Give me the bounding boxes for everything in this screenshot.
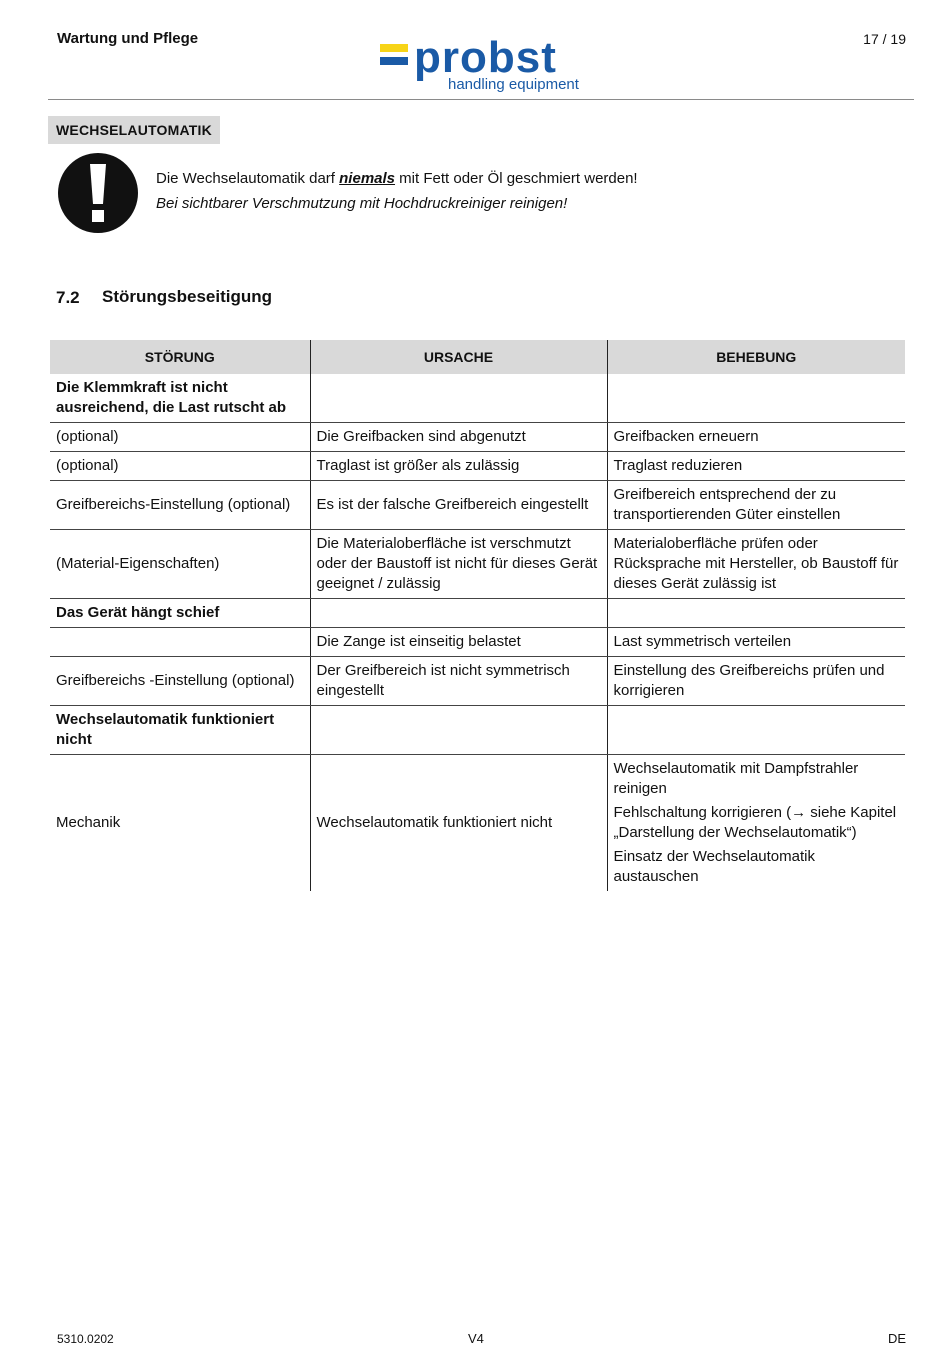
logo-yellow-bar (380, 44, 408, 52)
document-version: V4 (468, 1331, 484, 1346)
cell-behebung (607, 755, 905, 892)
cell-ursache: Die Greifbacken sind abgenutzt (310, 423, 607, 452)
cell-stoerung: Mechanik (50, 755, 310, 892)
behebung-item: Last symmetrisch verteilen (613, 633, 792, 650)
notice-text-line2: Bei sichtbarer Verschmutzung mit Hochdruckreiniger reinigen! (156, 195, 568, 212)
cell-stoerung: Das Gerät hängt schief (50, 599, 310, 628)
troubleshooting-table (50, 340, 905, 891)
cell-ursache: Wechselautomatik funktioniert nicht (310, 755, 607, 892)
notice-emphasis: niemals (339, 170, 396, 187)
cell-stoerung: Die Klemmkraft ist nicht ausreichend, die Last rutscht ab (50, 374, 310, 423)
cell-ursache (310, 374, 607, 423)
page-number: 17 / 19 (863, 31, 906, 47)
document-language: DE (887, 1331, 906, 1346)
table-header-row (50, 340, 905, 374)
cell-behebung (607, 452, 905, 481)
table-row (50, 423, 905, 452)
behebung-item: Wechselautomatik mit Dampfstrahler reinigen (613, 760, 859, 797)
table-group-row (50, 599, 905, 628)
behebung-item: Greifbereich entsprechend der zu transportierenden Güter einstellen (613, 486, 841, 523)
behebung-item: Fehlschaltung korrigieren (→ siehe Kapitel „Darstellung der Wechselautomatik“) (613, 804, 897, 841)
cell-ursache (310, 706, 607, 755)
cell-stoerung: (optional) (50, 452, 310, 481)
table-row (50, 481, 905, 530)
cell-ursache: Es ist der falsche Greifbereich eingestellt (310, 481, 607, 530)
section-number: 7.2 (56, 288, 80, 307)
cell-behebung (607, 657, 905, 706)
column-header-ursache: URSACHE (310, 340, 607, 374)
table-row (50, 755, 905, 892)
document-number: 5310.0202 (57, 1332, 114, 1346)
header-divider (48, 99, 914, 100)
column-header-stoerung: STÖRUNG (50, 340, 310, 374)
table-row (50, 657, 905, 706)
cell-stoerung: Greifbereichs-Einstellung (optional) (50, 481, 310, 530)
chapter-title: Wartung und Pflege (57, 30, 199, 47)
cell-ursache: Die Zange ist einseitig belastet (310, 628, 607, 657)
cell-behebung (607, 530, 905, 599)
cell-behebung (607, 628, 905, 657)
cell-behebung (607, 423, 905, 452)
cell-ursache: Die Materialoberfläche ist verschmutzt oder der Baustoff ist nicht für dieses Gerät geeignet / zulässig (310, 530, 607, 599)
exclamation-icon (57, 152, 139, 234)
behebung-item: Greifbacken erneuern (613, 428, 759, 445)
behebung-item: Traglast reduzieren (613, 457, 743, 474)
cell-behebung (607, 374, 905, 423)
cell-stoerung: (optional) (50, 423, 310, 452)
notice-text-line1: Die Wechselautomatik darf niemals mit Fett oder Öl geschmiert werden! (156, 170, 638, 187)
cell-behebung (607, 706, 905, 755)
probst-logo (378, 36, 598, 96)
logo-tagline: handling equipment (448, 76, 579, 93)
table-group-row (50, 374, 905, 423)
cell-ursache: Der Greifbereich ist nicht symmetrisch eingestellt (310, 657, 607, 706)
table-group-row (50, 706, 905, 755)
logo-blue-bar (380, 57, 408, 65)
column-header-behebung: BEHEBUNG (607, 340, 905, 374)
cell-ursache (310, 599, 607, 628)
cell-stoerung (50, 628, 310, 657)
cell-stoerung: Wechselautomatik funktioniert nicht (50, 706, 310, 755)
cell-stoerung: (Material-Eigenschaften) (50, 530, 310, 599)
notice-label: WECHSELAUTOMATIK (48, 116, 220, 144)
cell-stoerung: Greifbereichs -Einstellung (optional) (50, 657, 310, 706)
cell-behebung (607, 481, 905, 530)
behebung-item: Materialoberfläche prüfen oder Rücksprache mit Hersteller, ob Baustoff für dieses Gerät zulässig ist (613, 535, 899, 592)
table-row (50, 452, 905, 481)
cell-ursache: Traglast ist größer als zulässig (310, 452, 607, 481)
logo-wordmark: probst (414, 36, 557, 82)
section-title: Störungsbeseitigung (102, 287, 272, 306)
table-row (50, 628, 905, 657)
behebung-item: Einstellung des Greifbereichs prüfen und korrigieren (613, 662, 885, 699)
cell-behebung (607, 599, 905, 628)
behebung-item: Einsatz der Wechselautomatik austauschen (613, 848, 815, 885)
table-row (50, 530, 905, 599)
